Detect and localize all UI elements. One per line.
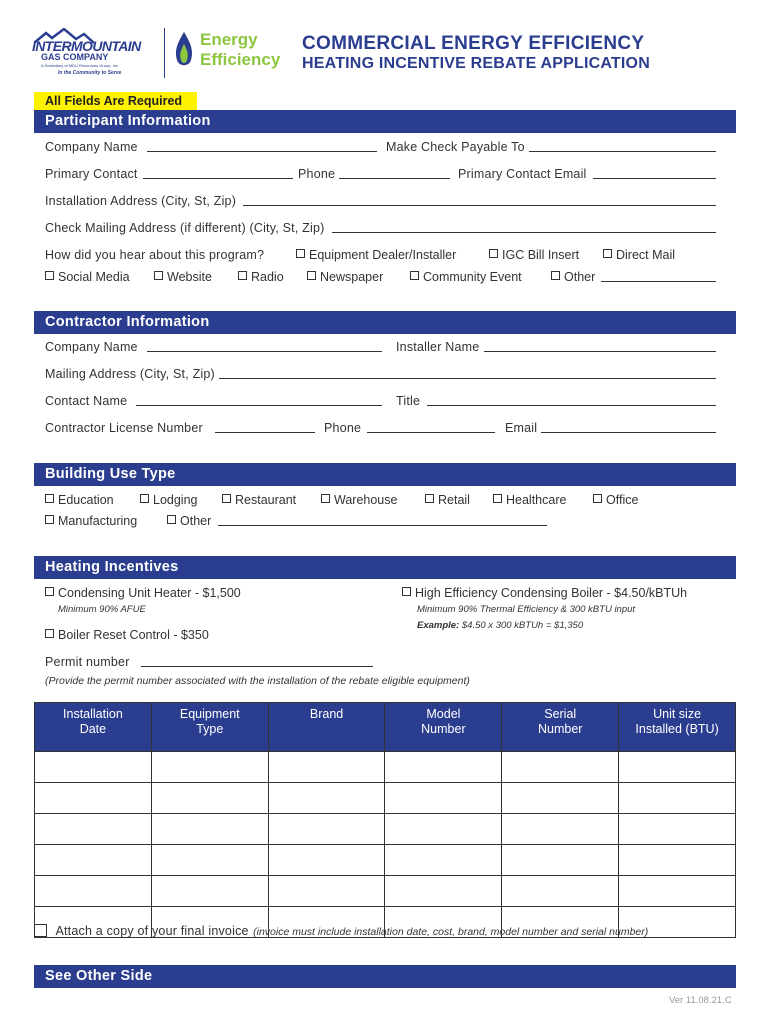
table-cell[interactable] [502,752,619,783]
boiler-option[interactable] [402,586,687,600]
header-line: Installation [63,707,123,721]
building-heading: Building Use Type [45,466,176,482]
building-option-restaurant[interactable] [222,493,296,507]
checkbox-icon [603,249,612,258]
participant-heading: Participant Information [45,113,211,129]
option-label: Healthcare [506,493,567,507]
hear-option-direct-mail[interactable] [603,248,675,262]
option-label: Other [180,514,212,528]
contractor-license-label: Contractor License Number [45,421,203,435]
table-header-row [35,703,736,752]
col-model-number [385,703,502,752]
building-option-education[interactable] [45,493,114,507]
table-cell[interactable] [35,783,152,814]
header-line: Equipment [179,707,240,721]
hear-option-bill-insert[interactable] [489,248,579,262]
hear-option-website[interactable] [154,270,212,284]
boiler-note: Minimum 90% Thermal Efficiency & 300 kBTU input [417,604,636,615]
unit-heater-option[interactable] [45,586,241,600]
option-label: Newspaper [320,270,384,284]
checkbox-icon [410,271,419,280]
table-cell[interactable] [151,783,268,814]
example-label: Example: [417,620,460,631]
option-label: Office [606,493,639,507]
permit-field[interactable] [141,666,373,667]
primary-email-label: Primary Contact Email [458,167,587,181]
table-cell[interactable] [619,845,736,876]
option-label: Community Event [423,270,522,284]
boiler-reset-option[interactable] [45,628,209,642]
table-cell[interactable] [151,845,268,876]
participant-company-label: Company Name [45,140,138,154]
contractor-mailing-label: Mailing Address (City, St, Zip) [45,367,215,381]
building-option-retail[interactable] [425,493,470,507]
option-label: Boiler Reset Control - $350 [58,628,209,642]
table-cell[interactable] [385,876,502,907]
option-label: Restaurant [235,493,297,507]
unit-heater-note: Minimum 90% AFUE [58,604,146,615]
ee-line2: Efficiency [200,50,281,69]
table-cell[interactable] [151,814,268,845]
table-cell[interactable] [35,752,152,783]
option-label: Equipment Dealer/Installer [309,248,457,262]
option-label: Warehouse [334,493,398,507]
hear-option-community-event[interactable] [410,270,522,284]
option-label: IGC Bill Insert [502,248,580,262]
hear-option-other[interactable] [551,270,595,284]
building-option-lodging[interactable] [140,493,198,507]
install-address-field[interactable] [243,205,716,206]
checkbox-icon [154,271,163,280]
contractor-section-header [34,311,736,334]
participant-phone-field[interactable] [339,178,450,179]
col-brand [268,703,385,752]
col-installation-date [35,703,152,752]
header-line: Number [421,722,466,736]
primary-email-field[interactable] [593,178,716,179]
make-check-label: Make Check Payable To [386,140,525,154]
installer-name-label: Installer Name [396,340,480,354]
install-address-label: Installation Address (City, St, Zip) [45,194,237,208]
table-cell[interactable] [35,814,152,845]
table-cell[interactable] [385,752,502,783]
table-row [35,876,736,907]
option-label: Condensing Unit Heater - $1,500 [58,586,241,600]
checkbox-icon [167,515,176,524]
table-row [35,783,736,814]
heating-section-header [34,556,736,579]
hear-option-radio[interactable] [238,270,284,284]
boiler-example [417,620,583,631]
contractor-email-field[interactable] [541,432,716,433]
page-subtitle: HEATING INCENTIVE REBATE APPLICATION [302,55,650,72]
hear-question-label: How did you hear about this program? [45,248,265,262]
checkbox-icon [551,271,560,280]
checkbox-icon [296,249,305,258]
option-label: Website [167,270,212,284]
col-serial-number [502,703,619,752]
building-option-healthcare[interactable] [493,493,566,507]
contractor-phone-label: Phone [324,421,362,435]
checkbox-icon [45,629,54,638]
logo-divider [164,28,165,78]
option-label: Education [58,493,114,507]
checkbox-icon [45,271,54,280]
checkbox-icon [493,494,502,503]
logo-sub: GAS COMPANY [41,52,109,62]
table-cell[interactable] [35,876,152,907]
see-other-side-bar [34,965,736,988]
example-text: $4.50 x 300 kBTUh = $1,350 [461,620,584,631]
header-line: Installed (BTU) [635,722,719,736]
option-label: Direct Mail [616,248,676,262]
header-line: Type [196,722,224,736]
table-cell[interactable] [619,814,736,845]
table-cell[interactable] [151,752,268,783]
table-cell[interactable] [268,876,385,907]
checkbox-icon [425,494,434,503]
checkbox-icon [238,271,247,280]
contractor-heading: Contractor Information [45,314,210,330]
contractor-title-label: Title [396,394,421,408]
contractor-contact-field[interactable] [136,405,382,406]
option-label: Social Media [58,270,130,284]
check-address-field[interactable] [332,232,716,233]
table-cell[interactable] [619,876,736,907]
make-check-field[interactable] [529,151,716,152]
hear-other-field[interactable] [601,281,716,282]
checkbox-icon [140,494,149,503]
header-line: Unit size [653,707,702,721]
table-cell[interactable] [268,752,385,783]
table-cell[interactable] [619,783,736,814]
checkbox-icon [45,587,54,596]
table-cell[interactable] [268,845,385,876]
building-other-field[interactable] [218,525,547,526]
primary-contact-field[interactable] [143,178,293,179]
table-cell[interactable] [385,845,502,876]
contractor-contact-label: Contact Name [45,394,128,408]
checkbox-icon [402,587,411,596]
header-line: Serial [544,707,577,721]
table-row [35,752,736,783]
see-other-side-label: See Other Side [45,968,153,984]
installer-name-field[interactable] [484,351,716,352]
attach-invoice-row[interactable] [34,922,648,940]
equipment-table [34,702,736,938]
option-label: High Efficiency Condensing Boiler - $4.50/kBTUh [415,586,688,600]
contractor-license-field[interactable] [215,432,315,433]
contractor-company-label: Company Name [45,340,138,354]
table-cell[interactable] [619,752,736,783]
checkbox-icon [489,249,498,258]
energy-efficiency-logo [174,30,284,74]
logo-tagline: In the Community to Serve [58,70,122,76]
ee-line1: Energy [200,30,258,49]
table-cell[interactable] [502,876,619,907]
attach-note: (invoice must include installation date, cost, brand, model number and serial number) [253,926,649,938]
checkbox-icon [45,515,54,524]
check-address-label: Check Mailing Address (if different) (City, St, Zip) [45,221,325,235]
table-cell[interactable] [151,876,268,907]
checkbox-icon [45,494,54,503]
participant-section-header [34,110,736,133]
intermountain-logo [32,28,154,80]
checkbox-icon [307,271,316,280]
checkbox-icon [222,494,231,503]
option-label: Lodging [153,493,198,507]
option-label: Other [564,270,596,284]
version-label: Ver 11.08.21.C [669,995,732,1006]
permit-note: (Provide the permit number associated with the installation of the rebate eligible equipment) [45,675,470,687]
contractor-email-label: Email [505,421,538,435]
building-option-warehouse[interactable] [321,493,397,507]
primary-contact-label: Primary Contact [45,167,138,181]
building-option-manufacturing[interactable] [45,514,137,528]
col-unit-size [619,703,736,752]
table-cell[interactable] [385,814,502,845]
option-label: Radio [251,270,284,284]
contractor-title-field[interactable] [427,405,716,406]
attach-label: Attach a copy of your final invoice [55,924,249,938]
table-cell[interactable] [502,783,619,814]
table-row [35,814,736,845]
building-option-office[interactable] [593,493,638,507]
building-section-header [34,463,736,486]
contractor-phone-field[interactable] [367,432,495,433]
checkbox-icon [593,494,602,503]
header-line: Date [79,722,107,736]
col-equipment-type [151,703,268,752]
table-cell[interactable] [502,845,619,876]
page-title: COMMERCIAL ENERGY EFFICIENCY [302,33,645,54]
checkbox-icon [321,494,330,503]
flame-icon [174,32,194,72]
logo-name: INTERMOUNTAIN [32,38,141,54]
logo-subsidiary: A Subsidiary of MDU Resources Group, Inc. [41,63,120,68]
option-label: Manufacturing [58,514,138,528]
header-line: Model [426,707,461,721]
table-cell[interactable] [502,814,619,845]
hear-option-dealer[interactable] [296,248,456,262]
required-note [34,92,197,110]
contractor-mailing-field[interactable] [219,378,716,379]
participant-company-field[interactable] [147,151,377,152]
table-cell[interactable] [268,783,385,814]
option-label: Retail [438,493,470,507]
required-note-text: All Fields Are Required [45,94,183,108]
header-line: Number [537,722,583,736]
checkbox-icon[interactable] [34,924,47,937]
table-cell[interactable] [385,783,502,814]
participant-phone-label: Phone [298,167,336,181]
table-row [35,845,736,876]
table-cell[interactable] [268,814,385,845]
table-cell[interactable] [35,845,152,876]
hear-option-social-media[interactable] [45,270,130,284]
permit-label: Permit number [45,655,130,669]
header-line: Brand [309,707,344,721]
contractor-company-field[interactable] [147,351,382,352]
hear-option-newspaper[interactable] [307,270,383,284]
building-option-other[interactable] [167,514,211,528]
heating-heading: Heating Incentives [45,559,179,575]
